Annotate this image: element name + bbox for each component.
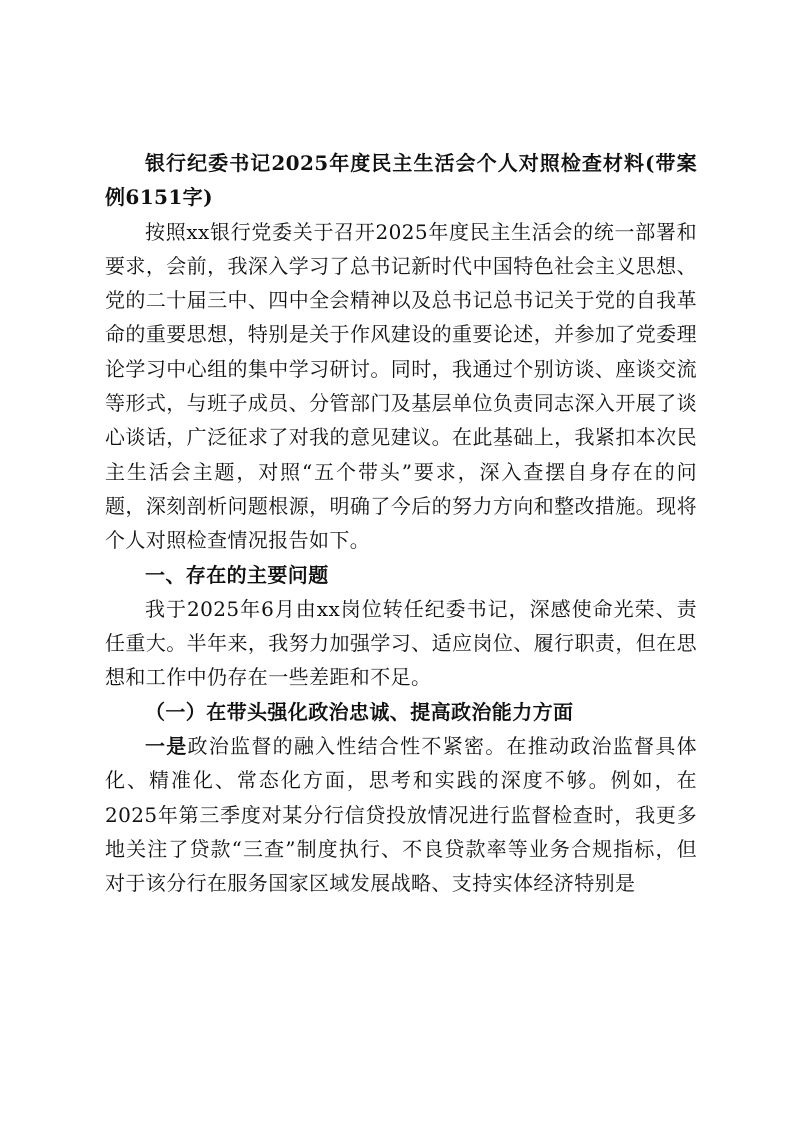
subsection-heading-political-loyalty: （一）在带头强化政治忠诚、提高政治能力方面 — [145, 699, 574, 724]
document-title: 银行纪委书记2025年度民主生活会个人对照检查材料(带案例6151字) — [105, 151, 697, 210]
point-one-lead: 一是 — [145, 734, 188, 759]
point-one-paragraph — [105, 729, 697, 900]
intro-paragraph: 按照xx银行党委关于召开2025年度民主生活会的统一部署和要求，会前，我深入学习了总书记新时代中国特色社会主义思想、党的二十届三中、四中全会精神以及总书记总书记关于党的自我革命的重要思想，特别是关于作风建设的重要论述，并参加了党委理论学习中心组的集中学习研讨。同时，我通过个别访谈、座谈交流等形式，与班子成员、分管部门及基层单位负责同志深入开展了谈心谈话，广泛征求了对我的意见建议。在此基础上，我紧扣本次民主生活会主题，对照“五个带头”要求，深入查摆自身存在的问题，深刻剖析问题根源，明确了今后的努力方向和整改措施。现将个人对照检查情况报告如下。 — [105, 219, 697, 553]
point-one-text: 政治监督的融入性结合性不紧密。在推动政治监督具体化、精准化、常态化方面，思考和实践的深度不够。例如，在2025年第三季度对某分行信贷投放情况进行监督检查时，我更多地关注了贷款“三查”制度执行、不良贷款率等业务合规指标，但对于该分行在服务国家区域发展战略、支持实体经济特别是 — [105, 734, 697, 896]
section-heading-main-problems: 一、存在的主要问题 — [145, 562, 329, 587]
section-intro-paragraph: 我于2025年6月由xx岗位转任纪委书记，深感使命光荣、责任重大。半年来，我努力加强学习、适应岗位、履行职责，但在思想和工作中仍存在一些差距和不足。 — [105, 596, 697, 690]
document-body — [105, 146, 697, 901]
